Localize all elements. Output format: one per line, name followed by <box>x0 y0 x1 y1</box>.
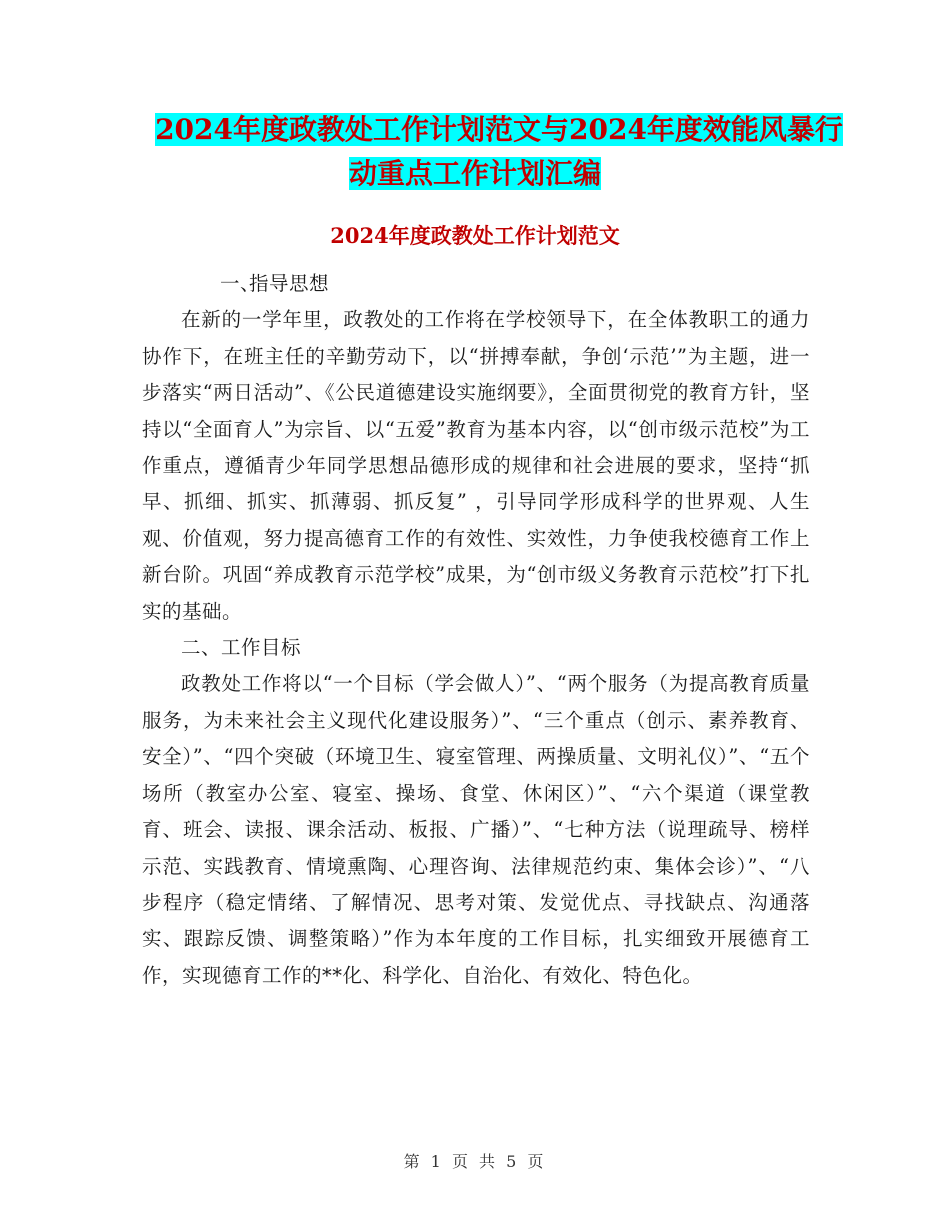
document-title-line-2 <box>0 152 950 196</box>
section-paragraph-1: 在新的一学年里，政教处的工作将在学校领导下，在全体教职工的通力协作下，在班主任的辛勤劳动下，以“拼搏奉献，争创‘示范’”为主题，进一步落实“两日活动”、《公民道德建设实施纲要》，全面贯彻党的教育方针，坚持以“全面育人”为宗旨、以“五爱”教育为基本内容，以“创市级示范校”为工作重点，遵循青少年同学思想品德形成的规律和社会进展的要求，坚持“抓早、抓细、抓实、抓薄弱、抓反复” ，引导同学形成科学的世界观、人生观、价值观，努力提高德育工作的有效性、实效性，力争使我校德育工作上新台阶。巩固“养成教育示范学校”成果，为“创市级义务教育示范校”打下扎实的基础。 <box>142 308 810 623</box>
section-paragraph-2: 政教处工作将以“一个目标（学会做人）”、“两个服务（为提高教育质量服务，为未来社会主义现代化建设服务）”、“三个重点（创示、素养教育、安全）”、“四个突破（环境卫生、寝室管理、两操质量、文明礼仪）”、“五个场所（教室办公室、寝室、操场、食堂、休闲区）”、“六个渠道（课堂教育、班会、读报、课余活动、板报、广播）”、“七种方法（说理疏导、榜样示范、实践教育、情境熏陶、心理咨询、法律规范约束、集体会诊）”、“八步程序（稳定情绪、了解情况、思考对策、发觉优点、寻找缺点、沟通落实、跟踪反馈、调整策略）”作为本年度的工作目标，扎实细致开展德育工作，实现德育工作的**化、科学化、自治化、有效化、特色化。 <box>142 672 810 987</box>
document-title-line-1 <box>24 108 950 152</box>
page-footer: 第 1 页 共 5 页 <box>403 1152 547 1171</box>
document-title-text-2: 动重点工作计划汇编 <box>348 157 601 190</box>
section-heading-1 <box>142 266 810 302</box>
document-body <box>142 266 810 994</box>
document-title-text-1: 2024年度政教处工作计划范文与2024年度效能风暴行 <box>155 113 843 146</box>
section-heading-text-1: 指导思想 <box>249 272 330 295</box>
section-subtitle: 2024年度政教处工作计划范文 <box>330 223 620 248</box>
section-number-1: 一、 <box>220 272 261 295</box>
section-heading-2: 二、工作目标 <box>181 636 302 660</box>
